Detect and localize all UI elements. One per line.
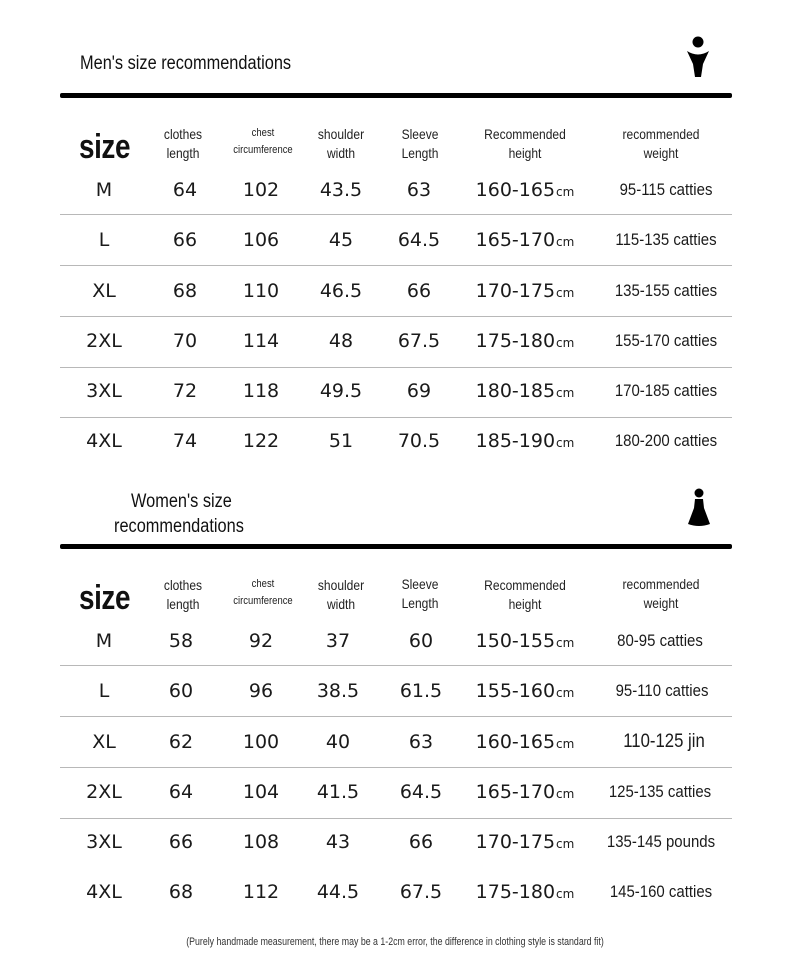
sleeve-cell: 66 [406, 280, 432, 302]
sleeve-cell: 64.5 [399, 781, 443, 803]
men-section-title: Men's size recommendations [80, 53, 292, 74]
length-cell: 58 [168, 630, 194, 652]
sleeve-cell: 61.5 [399, 680, 443, 702]
height-cell: 165-170 cm [475, 781, 575, 803]
size-cell: 4XL [86, 881, 122, 903]
length-cell: 68 [168, 881, 194, 903]
men-size-heading: size [79, 128, 131, 166]
sleeve-cell: 60 [408, 630, 434, 652]
sleeve-cell: 67.5 [397, 330, 441, 352]
height-cell: 155-160 cm [475, 680, 575, 702]
table-row [0, 717, 790, 767]
length-cell: 60 [168, 680, 194, 702]
shoulder-cell: 51 [328, 430, 354, 452]
table-row [0, 767, 790, 817]
chest-cell: 106 [242, 229, 280, 251]
women-header-height: Recommended height [484, 577, 566, 612]
height-cell: 175-180 cm [475, 881, 575, 903]
shoulder-cell: 45 [328, 229, 354, 251]
sleeve-cell: 70.5 [397, 430, 441, 452]
size-cell: 2XL [86, 330, 122, 352]
height-cell: 180-185 cm [475, 380, 575, 402]
women-size-heading: size [79, 579, 131, 617]
shoulder-cell: 48 [328, 330, 354, 352]
table-row [0, 666, 790, 716]
female-figure-icon [686, 488, 712, 528]
length-cell: 66 [168, 831, 194, 853]
sleeve-cell: 69 [406, 380, 432, 402]
table-row [0, 616, 790, 666]
chest-cell: 112 [242, 881, 280, 903]
women-header-weight: recommended weight [622, 576, 700, 611]
shoulder-cell: 43.5 [319, 179, 363, 201]
weight-cell: 145-160 catties [609, 882, 713, 901]
women-header-chest: chest circumference [233, 578, 293, 607]
men-header-weight: recommended weight [622, 126, 700, 161]
size-cell: 2XL [86, 781, 122, 803]
table-row [0, 817, 790, 867]
women-header-shoulder: shoulder width [317, 577, 365, 612]
height-cell: 175-180 cm [475, 330, 575, 352]
sleeve-cell: 66 [408, 831, 434, 853]
weight-cell: 135-145 pounds [606, 832, 716, 851]
size-cell: 4XL [86, 430, 122, 452]
height-cell: 160-165 cm [475, 179, 575, 201]
shoulder-cell: 49.5 [319, 380, 363, 402]
measurement-footnote: (Purely handmade measurement, there may be a 1-2cm error, the difference in clothing style is standard fit) [186, 936, 604, 948]
weight-cell: 170-185 catties [614, 381, 718, 400]
length-cell: 62 [168, 731, 194, 753]
shoulder-cell: 44.5 [316, 881, 360, 903]
chest-cell: 92 [248, 630, 274, 652]
length-cell: 64 [172, 179, 198, 201]
length-cell: 72 [172, 380, 198, 402]
weight-cell: 155-170 catties [614, 331, 718, 350]
sleeve-cell: 64.5 [397, 229, 441, 251]
chest-cell: 108 [242, 831, 280, 853]
chest-cell: 102 [242, 179, 280, 201]
weight-cell: 110-125 jin [623, 731, 705, 752]
size-cell: 3XL [86, 380, 122, 402]
size-cell: L [98, 680, 110, 702]
chest-cell: 114 [242, 330, 280, 352]
weight-cell: 80-95 catties [617, 631, 703, 650]
chest-cell: 122 [242, 430, 280, 452]
men-header-clothes-length: clothes length [163, 126, 203, 161]
height-cell: 170-175 cm [475, 280, 575, 302]
weight-cell: 180-200 catties [614, 431, 718, 450]
women-section-title-line1: Women's size [131, 491, 232, 512]
men-header-shoulder: shoulder width [317, 126, 365, 161]
men-header-height: Recommended height [484, 126, 566, 161]
height-cell: 150-155 cm [475, 630, 575, 652]
height-cell: 185-190 cm [475, 430, 575, 452]
height-cell: 165-170 cm [475, 229, 575, 251]
chest-cell: 104 [242, 781, 280, 803]
weight-cell: 115-135 catties [615, 230, 717, 249]
women-header-sleeve: Sleeve Length [401, 576, 439, 611]
men-header-sleeve: Sleeve Length [401, 126, 439, 161]
size-cell: L [98, 229, 110, 251]
length-cell: 68 [172, 280, 198, 302]
women-header-rule [60, 544, 732, 549]
sleeve-cell: 67.5 [399, 881, 443, 903]
length-cell: 70 [172, 330, 198, 352]
sleeve-cell: 63 [408, 731, 434, 753]
table-row [0, 867, 790, 917]
chest-cell: 118 [242, 380, 280, 402]
shoulder-cell: 38.5 [316, 680, 360, 702]
shoulder-cell: 43 [325, 831, 351, 853]
size-cell: XL [92, 731, 116, 753]
weight-cell: 135-155 catties [614, 281, 718, 300]
women-header-clothes-length: clothes length [163, 577, 203, 612]
weight-cell: 125-135 catties [608, 782, 712, 801]
shoulder-cell: 41.5 [316, 781, 360, 803]
shoulder-cell: 46.5 [319, 280, 363, 302]
weight-cell: 95-115 catties [619, 180, 713, 199]
height-cell: 170-175 cm [475, 831, 575, 853]
size-cell: XL [92, 280, 116, 302]
shoulder-cell: 40 [325, 731, 351, 753]
length-cell: 66 [172, 229, 198, 251]
chest-cell: 110 [242, 280, 280, 302]
women-section-title-line2: recommendations [114, 516, 244, 537]
chest-cell: 100 [242, 731, 280, 753]
sleeve-cell: 63 [406, 179, 432, 201]
men-header-chest: chest circumference [233, 127, 293, 156]
height-cell: 160-165 cm [475, 731, 575, 753]
size-cell: M [95, 179, 113, 201]
length-cell: 74 [172, 430, 198, 452]
chest-cell: 96 [248, 680, 274, 702]
size-cell: 3XL [86, 831, 122, 853]
length-cell: 64 [168, 781, 194, 803]
shoulder-cell: 37 [325, 630, 351, 652]
size-cell: M [95, 630, 113, 652]
weight-cell: 95-110 catties [615, 681, 709, 700]
